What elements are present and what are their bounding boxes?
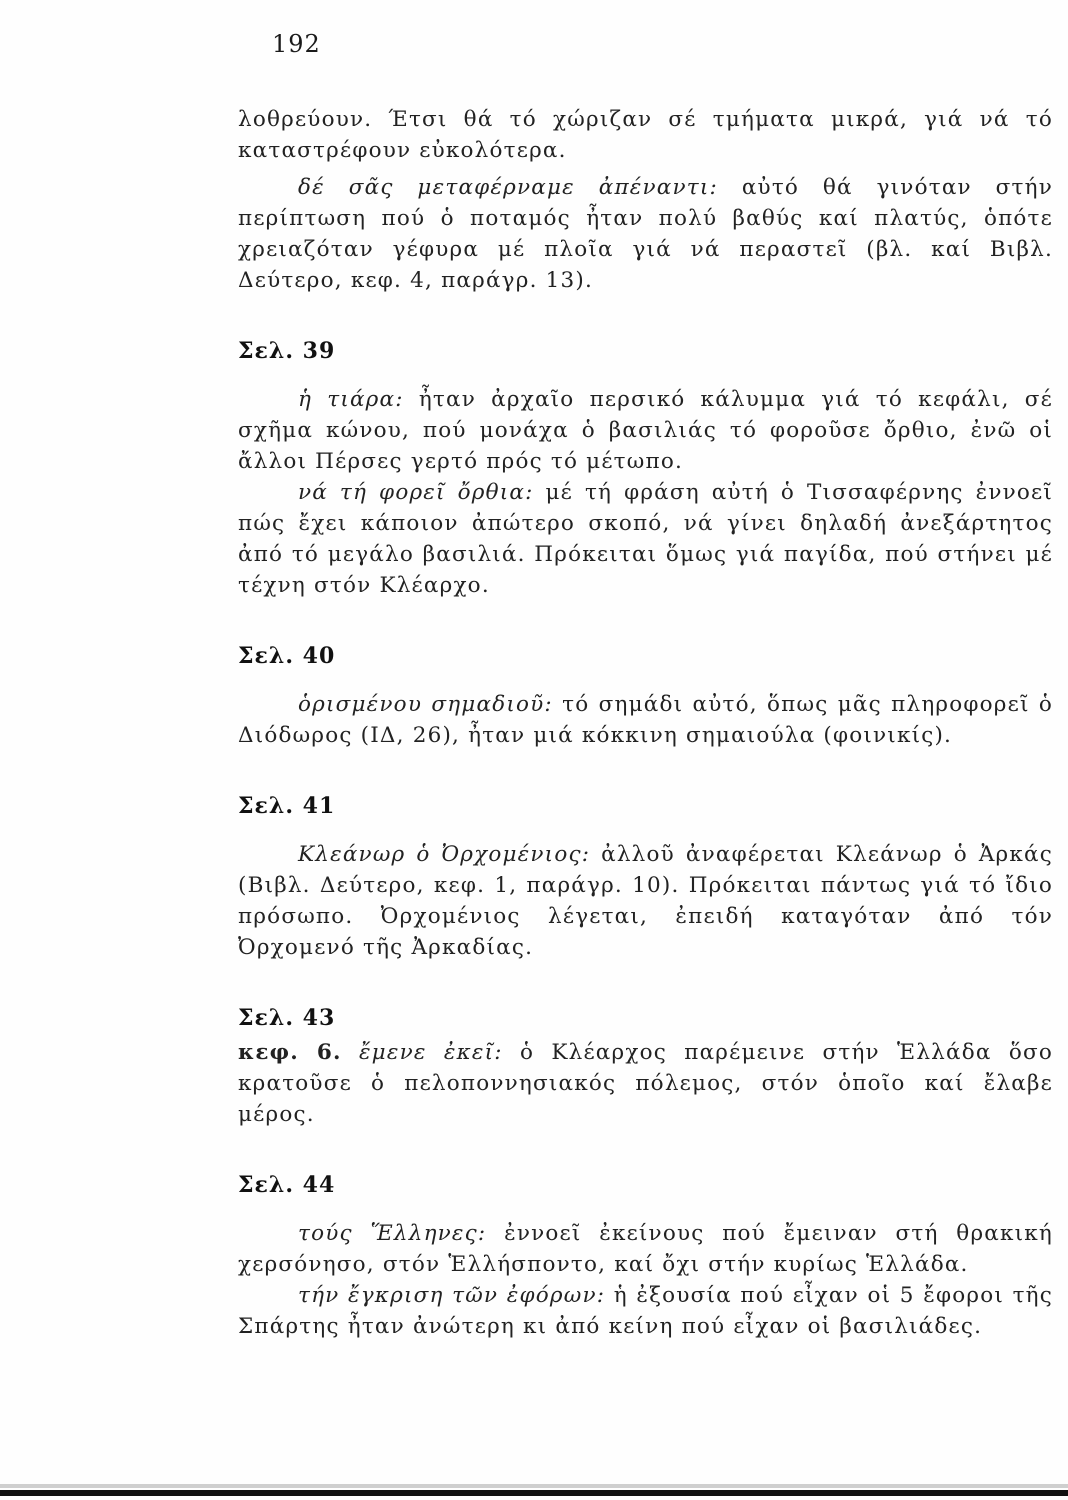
note-text: ἦταν ἀρχαῖο περσικό κάλυμμα γιά τό κεφάλι, σέ σχῆμα κώνου, πού μονάχα ὁ βασιλιάς τό φοροῦσε ὄρθιο, ἐνῶ οἱ ἄλλοι Πέρσες γερτό πρός τό μέτωπο. (238, 387, 1053, 474)
section-heading: Σελ. 39 (238, 338, 336, 364)
note-paragraph (238, 477, 1053, 601)
note-lemma: ὁρισμένου σημαδιοῦ: (298, 692, 553, 717)
note-paragraph (238, 384, 1053, 477)
note-lemma: δέ σᾶς μεταφέρναμε ἀπέναντι: (298, 175, 718, 200)
note-text: ἐννοεῖ ἐκείνους πού ἔμειναν στή θρακική χερσόνησο, στόν Ἑλλήσποντο, καί ὄχι στήν κυρίως Ἑλλάδα. (238, 1221, 1053, 1277)
note-text: ἡ ἐξουσία πού εἶχαν οἱ 5 ἔφοροι τῆς Σπάρτης ἦταν ἀνώτερη κι ἀπό κείνη πού εἶχαν οἱ βασιλιάδες. (238, 1283, 1053, 1339)
note-lemma: τούς Ἕλληνες: (298, 1221, 487, 1246)
note-paragraph (238, 839, 1053, 963)
section-heading: Σελ. 44 (238, 1172, 336, 1198)
note-lemma: Κλεάνωρ ὁ Ὀρχομένιος: (298, 842, 591, 867)
note-paragraph (238, 172, 1053, 296)
section-heading: Σελ. 40 (238, 643, 336, 669)
scan-edge-shadow (0, 1484, 1068, 1488)
note-lemma: ἔμενε ἐκεῖ: (341, 1040, 503, 1065)
note-text: αὐτό θά γινόταν στήν περίπτωση πού ὁ ποταμός ἦταν πολύ βαθύς καί πλατύς, ὁπότε χρειαζόταν γέφυρα μέ πλοῖα γιά νά περαστεῖ (βλ. καί Βιβλ. Δεύτερο, κεφ. 4, παράγρ. 13). (238, 175, 1053, 293)
note-paragraph (238, 689, 1053, 751)
page-body (238, 104, 1053, 1342)
note-paragraph (238, 1280, 1053, 1342)
note-lemma: νά τή φορεῖ ὄρθια: (298, 480, 534, 505)
note-lemma: τήν ἔγκριση τῶν ἐφόρων: (298, 1283, 606, 1308)
note-lemma: ἡ τιάρα: (298, 387, 404, 412)
note-text: ὁ Κλέαρχος παρέμεινε στήν Ἑλλάδα ὅσο κρατοῦσε ὁ πελοποννησιακός πόλεμος, στόν ὁποῖο καί ἔλαβε μέρος. (238, 1040, 1054, 1127)
note-paragraph (238, 1218, 1053, 1280)
paragraph-continuation: λοθρεύουν. Έτσι θά τό χώριζαν σέ τμήματα μικρά, γιά νά τό καταστρέφουν εὐκολότερα. (238, 107, 1053, 163)
page-number: 192 (272, 30, 321, 58)
section-heading: Σελ. 43 (238, 1005, 336, 1031)
note-paragraph (238, 1037, 1053, 1130)
scan-bottom-edge (0, 1490, 1068, 1496)
note-text: τό σημάδι αὐτό, ὅπως μᾶς πληροφορεῖ ὁ Διόδωρος (ΙΔ, 26), ἦταν μιά κόκκινη σημαιούλα (φοινικίς). (238, 692, 1053, 748)
note-text: μέ τή φράση αὐτή ὁ Τισσαφέρνης ἐννοεῖ πώς ἔχει κάποιον ἀπώτερο σκοπό, νά γίνει δηλαδή ἀνεξάρτητος ἀπό τό μεγάλο βασιλιά. Πρόκειται ὅμως γιά παγίδα, πού στήνει μέ τέχνη στόν Κλέαρχο. (238, 480, 1054, 598)
chapter-reference: κεφ. 6. (238, 1040, 342, 1065)
section-heading: Σελ. 41 (238, 793, 336, 819)
note-text: ἀλλοῦ ἀναφέρεται Κλεάνωρ ὁ Ἀρκάς (Βιβλ. Δεύτερο, κεφ. 1, παράγρ. 10). Πρόκειται πάντως γιά τό ἴδιο πρόσωπο. Ὀρχομένιος λέγεται, ἐπειδή καταγόταν ἀπό τόν Ὀρχομενό τῆς Ἀρκαδίας. (238, 842, 1053, 960)
